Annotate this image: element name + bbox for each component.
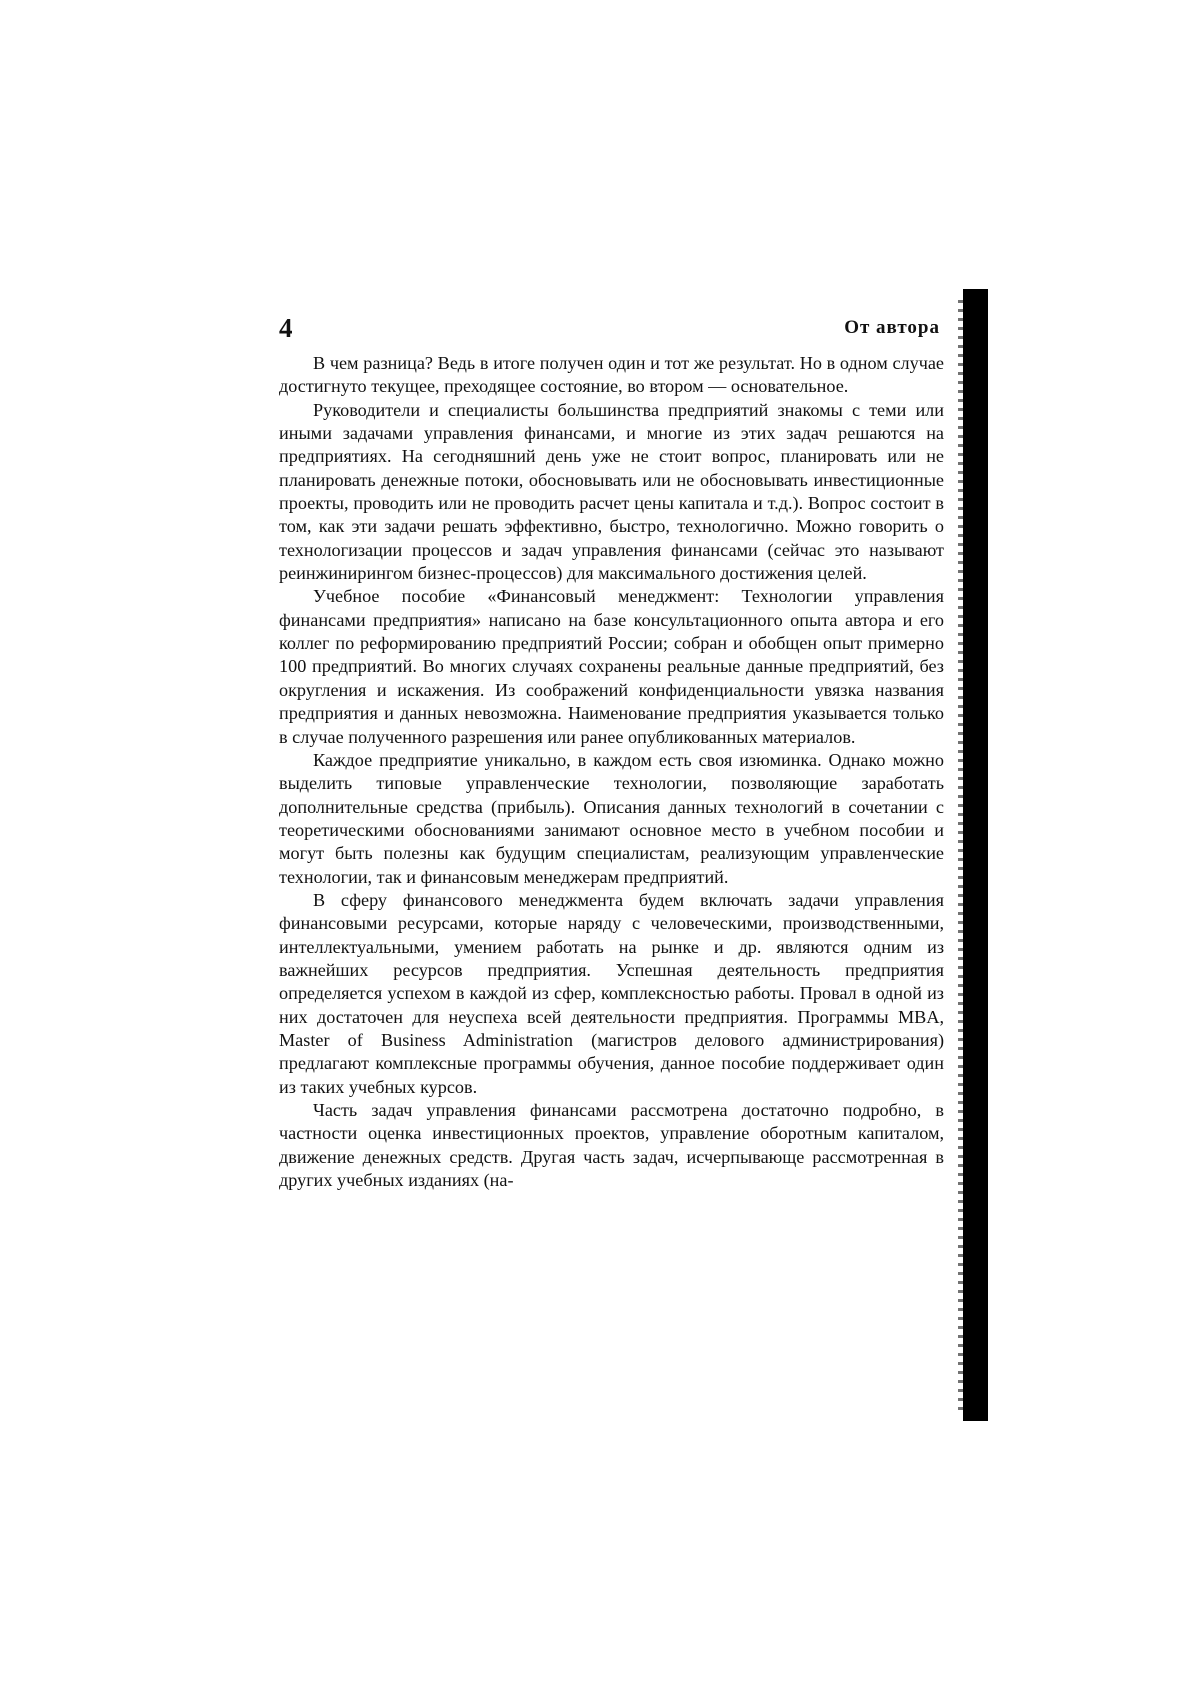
paragraph: Каждое предприятие уникально, в каждом есть своя изюминка. Однако можно выделить типовые управленческие технологии, позволяющие заработать дополнительные средства (прибыль). Описания данных технологий в сочетании с теоретическими обоснованиями занимают основное место в учебном пособии и могут быть полезны как будущим специалистам, реализующим управленческие технологии, так и финансовым менеджерам предприятий. [279, 749, 944, 887]
running-head: От автора [844, 317, 940, 338]
body-text [279, 352, 944, 1192]
paragraph: В сферу финансового менеджмента будем включать задачи управления финансовыми ресурсами, которые наряду с человеческими, производственными, интеллектуальными, умением работать на рынке и др. являются одним из важнейших ресурсов предприятия. Успешная деятельность предприятия определяется успехом в каждой из сфер, комплексностью работы. Провал в одной из них достаточен для неуспеха всей деятельности предприятия. Программы MBA, Master of Business Administration (магистров делового администрирования) предлагают комплексные программы обучения, данное пособие поддерживает один из таких учебных курсов. [279, 889, 944, 1097]
page-header [279, 312, 944, 344]
paragraph: В чем разница? Ведь в итоге получен один и тот же результат. Но в одном случае достигнуто текущее, преходящее состояние, во втором — основательное. [279, 353, 944, 397]
paragraph: Учебное пособие «Финансовый менеджмент: Технологии управления финансами предприятия» написано на базе консультационного опыта автора и его коллег по реформированию предприятий России; собран и обобщен опыт примерно 100 предприятий. Во многих случаях сохранены реальные данные предприятий, без округления и искажения. Из соображений конфиденциальности увязка названия предприятия и данных невозможна. Наименование предприятия указывается только в случае полученного разрешения или ранее опубликованных материалов. [279, 586, 944, 747]
paragraph: Руководители и специалисты большинства предприятий знакомы с теми или иными задачами управления финансами, и многие из этих задач решаются на предприятиях. На сегодняшний день уже не стоит вопрос, планировать или не планировать денежные потоки, обосновывать или не обосновывать инвестиционные проекты, проводить или не проводить расчет цены капитала и т.д.). Вопрос состоит в том, как эти задачи решать эффективно, быстро, технологично. Можно говорить о технологизации процессов и задач управления финансами (сейчас это называют реинжинирингом бизнес-процессов) для максимального достижения целей. [279, 399, 944, 584]
scan-binding-edge [963, 289, 988, 1421]
paragraph: Часть задач управления финансами рассмотрена достаточно подробно, в частности оценка инвестиционных проектов, управление оборотным капиталом, движение денежных средств. Другая часть задач, исчерпывающе рассмотренная в других учебных изданиях (на- [279, 1100, 944, 1191]
page-number: 4 [279, 313, 293, 343]
